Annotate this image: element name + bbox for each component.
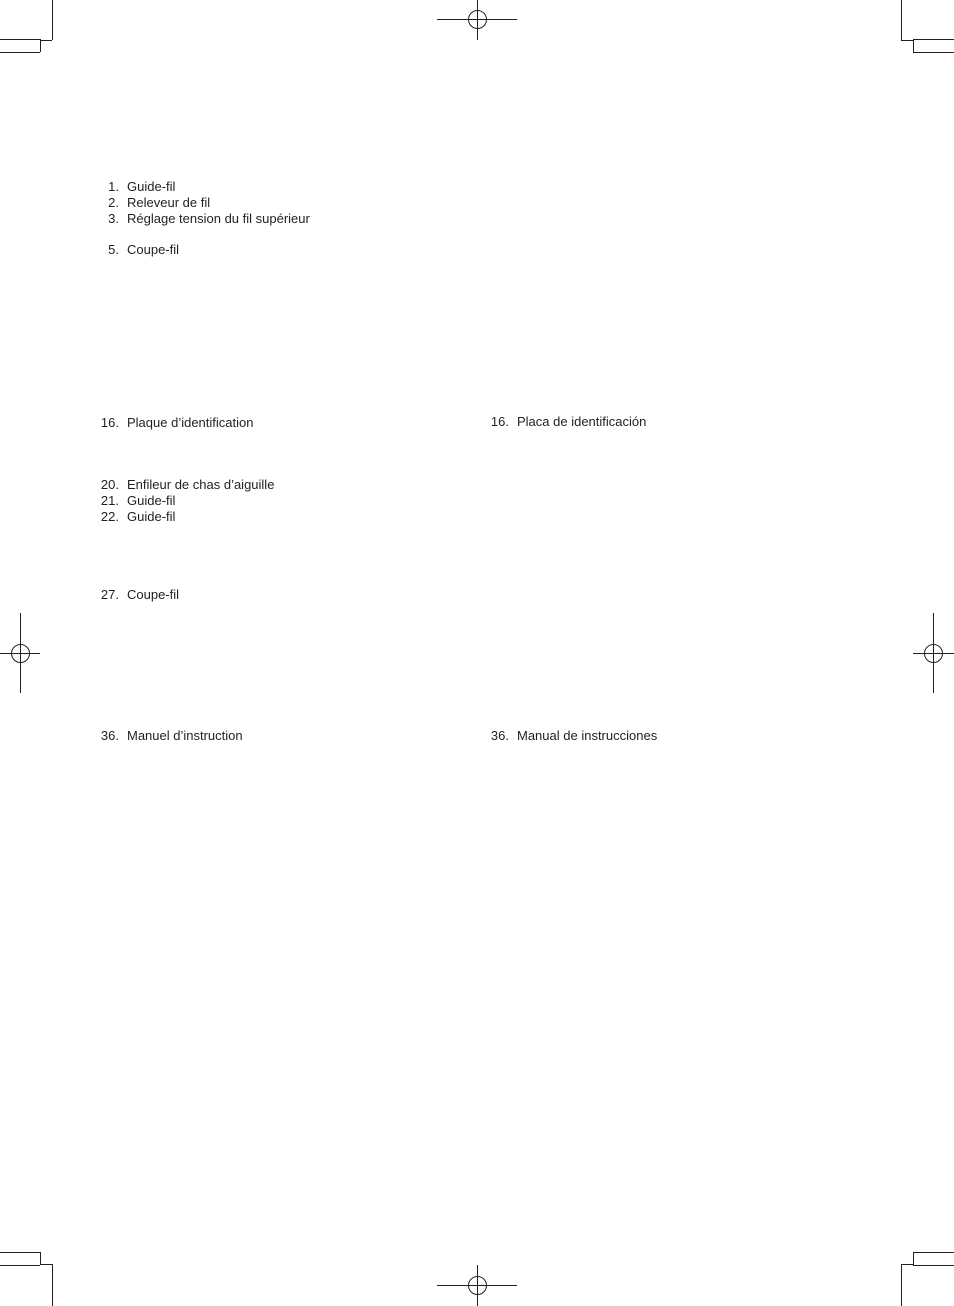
part-number: 16. [490,414,509,429]
part-number: 36. [490,728,509,743]
part-number: 3. [108,211,119,226]
crop-mark-bottom-right [901,1252,954,1306]
registration-mark-top [437,0,517,40]
part-number: 1. [108,179,119,194]
part-label: Guide-fil [127,493,176,508]
part-label: Coupe-fil [127,242,180,257]
registration-mark-right [913,613,954,693]
part-number: 22. [100,509,119,524]
part-number: 16. [100,415,119,430]
part-label: Manuel d’instruction [127,728,243,743]
crop-mark-bottom-left [0,1252,53,1306]
part-label: Coupe-fil [127,587,180,602]
registration-mark-left [0,613,40,693]
part-label: Plaque d’identification [127,415,254,430]
part-number: 21. [100,493,119,508]
crop-mark-top-left [0,0,53,53]
part-label: Guide-fil [127,179,176,194]
crop-mark-top-right [901,0,954,53]
part-number: 2. [108,195,119,210]
part-label: Placa de identificación [517,414,647,429]
part-label: Enfileur de chas d’aiguille [127,477,275,492]
part-label: Réglage tension du fil supérieur [127,211,310,226]
part-number: 27. [100,587,119,602]
part-label: Guide-fil [127,509,176,524]
registration-mark-bottom [437,1265,517,1306]
part-number: 36. [100,728,119,743]
part-number: 5. [108,242,119,257]
part-label: Manual de instrucciones [517,728,658,743]
part-label: Releveur de fil [127,195,211,210]
part-number: 20. [100,477,119,492]
